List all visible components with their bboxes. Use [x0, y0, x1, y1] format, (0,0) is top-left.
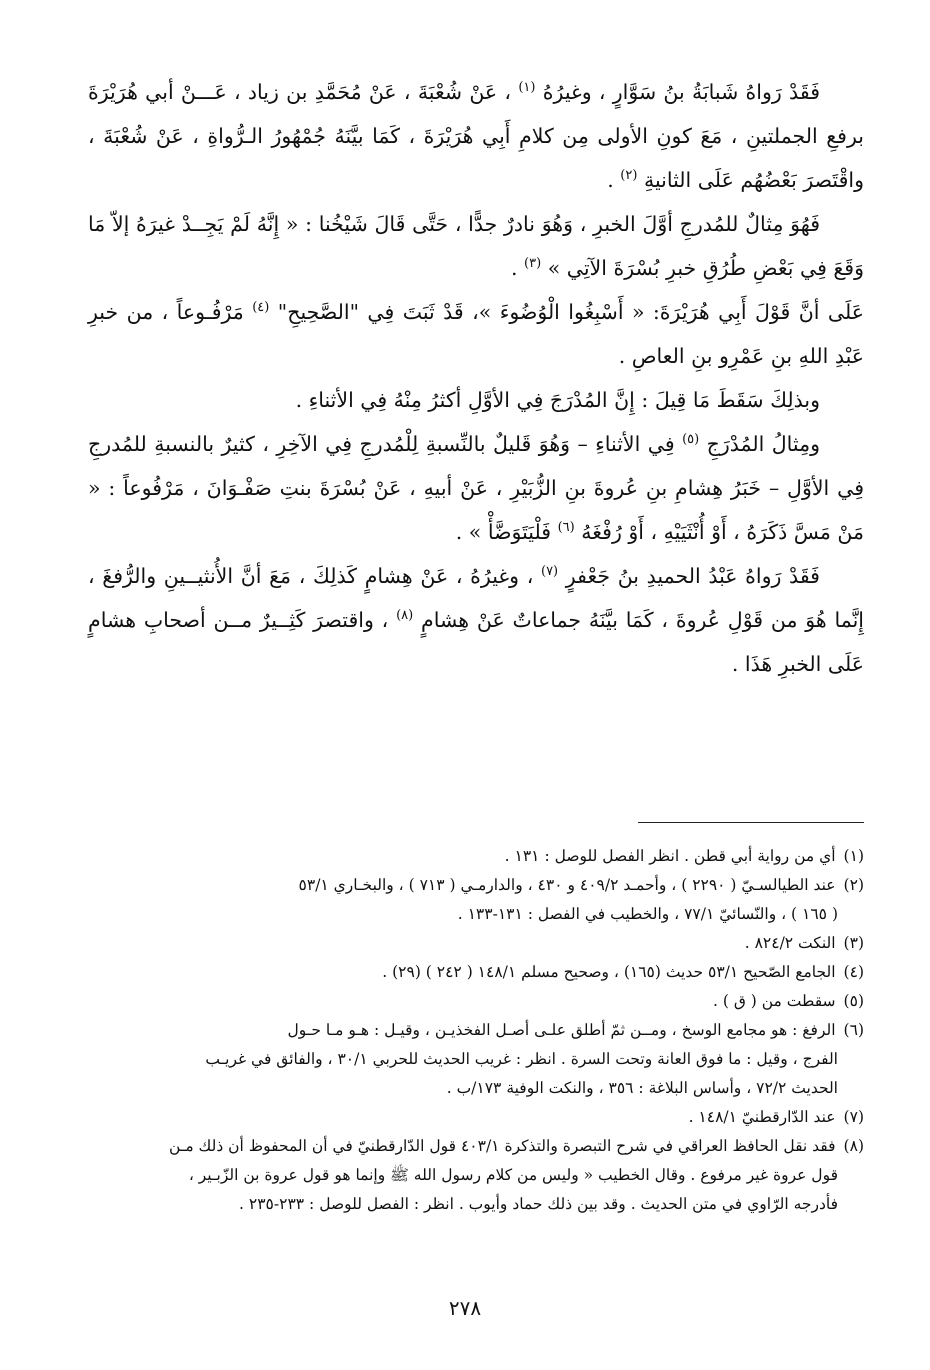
footnote-2 [96, 871, 864, 900]
footnote-ref[interactable]: (٤) [252, 300, 270, 316]
paragraph-6 [88, 554, 864, 686]
footnote-text: الجامع الصّحيح ٥٣/١ حديث (١٦٥) ، وصحيح مسلم ١٤٨/١ ( ٢٤٢ ) (٢٩) . [382, 963, 836, 981]
paragraph-text: مَرْفُـوعاً ، من خبرِ عَبْدِ اللهِ بنِ عَمْرِو بنِ العاصِ . [88, 300, 864, 368]
footnote-text: أي من رواية أبي قطن . انظر الفصل للوصل : ١٣١ . [504, 847, 836, 865]
footnote-number: (٤) [843, 963, 864, 981]
footnote-6-cont [96, 1045, 864, 1074]
page-body [88, 70, 864, 686]
footnote-text: قول عروة غير مرفوع . وقال الخطيب « وليس من كلام رسول الله ﷺ وإنما هو قول عروة بن الزّبـير ، [188, 1166, 838, 1184]
footnote-7 [96, 1103, 864, 1132]
paragraph-4 [88, 378, 864, 422]
paragraph-text: فَلْيَتَوَضَّأْ » . [455, 520, 552, 544]
footnote-number: (٢) [843, 876, 864, 894]
footnote-8-cont [96, 1161, 864, 1190]
footnote-2-cont [96, 900, 864, 929]
footnote-number: (٧) [843, 1108, 864, 1126]
footnote-number: (٨) [843, 1137, 864, 1155]
footnote-text: فقد نقل الحافظ العراقي في شرح التبصرة والتذكرة ٤٠٣/١ قول الدّارقطنيّ في أن المحفوظ أن ذلك مـن [168, 1137, 836, 1155]
footnote-ref[interactable]: (١) [518, 80, 536, 96]
footnote-8-cont [96, 1190, 864, 1219]
paragraph-text: فِي الأثناءِ – وَهُوَ قَليلٌ بالنِّسبةِ لِلْمُدرجِ فِي الآخِرِ ، كثيرٌ بالنسبةِ للمُدرجِ فِي الأوَّلِ – خَبَرُ هِشامِ بنِ عُروةَ بنِ الزُّبَيْرِ ، عَنْ أبيهِ ، عَنْ بُسْرَةَ بنتِ صَفْـوَانَ ، مَرْفُوعاً : « مَنْ مَسَّ ذَكَرَهُ ، أَوْ أُنْثَيَيْهِ ، أَوْ رُفْغَهُ [88, 432, 864, 544]
footnote-text: ( ١٦٥ ) ، والنّسائيّ ٧٧/١ ، والخطيب في الفصل : ١٣١-١٣٣ . [457, 905, 838, 923]
paragraph-3 [88, 290, 864, 378]
footnote-text: الحديث ٧٢/٢ ، وأساس البلاغة : ٣٥٦ ، والنكت الوفية ١٧٣/ب . [446, 1079, 838, 1097]
paragraph-text: ومِثالُ المُدْرَجِ [706, 432, 820, 456]
footnote-ref[interactable]: (٧) [540, 564, 559, 580]
paragraph-1 [88, 70, 864, 202]
paragraph-text: وبذلِكَ سَقَطَ مَا قِيلَ : إِنَّ المُدْرَجَ فِي الأوَّلِ أكثرُ مِنْهُ فِي الأثناءِ . [295, 388, 820, 412]
footnote-text: عند الدّارقطنيّ ١٤٨/١ . [688, 1108, 836, 1126]
footnote-1 [96, 842, 864, 871]
footnote-6-cont [96, 1074, 864, 1103]
paragraph-text: فَقَدْ رَواهُ شَبابَةُ بنُ سَوَّارٍ ، وغيرُهُ [542, 80, 820, 104]
footnote-ref[interactable]: (٢) [620, 168, 638, 184]
paragraph-text: ، وغيرُهُ ، عَنْ هِشامٍ كَذلِكَ ، مَعَ أنَّ الأُنثيــينِ والرُّفغَ ، إِنَّما هُوَ من قَوْلِ عُروةَ ، كَمَا بيَّنَهُ جماعاتٌ عَنْ هِشامٍ [88, 564, 864, 632]
footnote-6 [96, 1016, 864, 1045]
paragraph-text: عَلَى أنَّ قَوْلَ أَبِي هُرَيْرَةَ: « أَسْبِغُوا الْوُضُوءَ »، قَدْ ثَبَتَ فِي "الصَّحِيحِ" [277, 300, 864, 324]
footnote-ref[interactable]: (٣) [524, 256, 542, 272]
footnote-text: الرفغ : هو مجامع الوسخ ، ومــن ثمّ أطلق علـى أصـل الفخذيـن ، وقيـل : هـو مـا حـول [287, 1021, 836, 1039]
footnote-3 [96, 929, 864, 958]
main-text [88, 70, 864, 686]
footnote-4 [96, 958, 864, 987]
footnote-number: (١) [843, 847, 864, 865]
footnote-5 [96, 987, 864, 1016]
paragraph-text: ، واقتصرَ كَثِــيرٌ مــن أصحابِ هشامٍ عَلَى الخبرِ هَذَا . [88, 608, 864, 676]
footnotes [96, 842, 864, 1219]
footnote-text: عند الطيالسـيّ ( ٢٢٩٠ ) ، وأحمـد ٤٠٩/٢ و ٤٣٠ ، والدارمـي ( ٧١٣ ) ، والبخـاري ٥٣/١ [298, 876, 836, 894]
footnote-ref[interactable]: (٨) [396, 608, 414, 624]
footnote-text: فأدرجه الرّاوي في متن الحديث . وقد بين ذلك حماد وأيوب . انظر : الفصل للوصل : ٢٣٣-٢٣٥ . [239, 1195, 838, 1213]
paragraph-text: . [607, 168, 614, 192]
footnote-number: (٥) [843, 992, 864, 1010]
footnote-separator [638, 822, 864, 823]
footnote-text: النكت ٨٢٤/٢ . [744, 934, 836, 952]
footnote-number: (٣) [843, 934, 864, 952]
footnote-text: الفرج ، وقيل : ما فوق العانة وتحت السرة . انظر : غريب الحديث للحربي ٣٠/١ ، والفائق في غريـب [205, 1050, 838, 1068]
paragraph-2 [88, 202, 864, 290]
footnote-ref[interactable]: (٦) [557, 520, 575, 536]
footnote-number: (٦) [843, 1021, 864, 1039]
paragraph-text: فَقَدْ رَواهُ عَبْدُ الحميدِ بنُ جَعْفرٍ [565, 564, 820, 588]
footnote-ref[interactable]: (٥) [682, 432, 700, 448]
paragraph-5 [88, 422, 864, 554]
paragraph-text: . [510, 256, 518, 280]
footnote-8 [96, 1132, 864, 1161]
footnote-text: سقطت من ( ق ) . [713, 992, 836, 1010]
paragraph-text: ، عَنْ شُعْبَةَ ، عَنْ مُحَمَّدِ بن زياد ، عَـــنْ أبي هُرَيْرَةَ برفعِ الجملتينِ ، مَعَ كونِ الأولى مِن كلامِ أَبِي هُرَيْرَةَ ، كَمَا بيَّنَهُ جُمْهُورُ الـرُّواةِ ، عَنْ شُعْبَةَ ، واقْتَصرَ بَعْضُهُم عَلَى الثانيةِ [88, 80, 864, 192]
paragraph-text: فَهُوَ مِثالٌ للمُدرجِ أوَّلَ الخبرِ ، وَهُوَ نادرٌ جدًّا ، حَتَّى قَالَ شَيْخُنا : « إِنَّهُ لَمْ يَجِــدْ غيرَهُ إلاّ مَا وَقَعَ فِي بَعْضِ طُرُقِ خبرِ بُسْرَةَ الآتِي » [88, 212, 864, 280]
page-number: ٢٧٨ [448, 1296, 482, 1320]
